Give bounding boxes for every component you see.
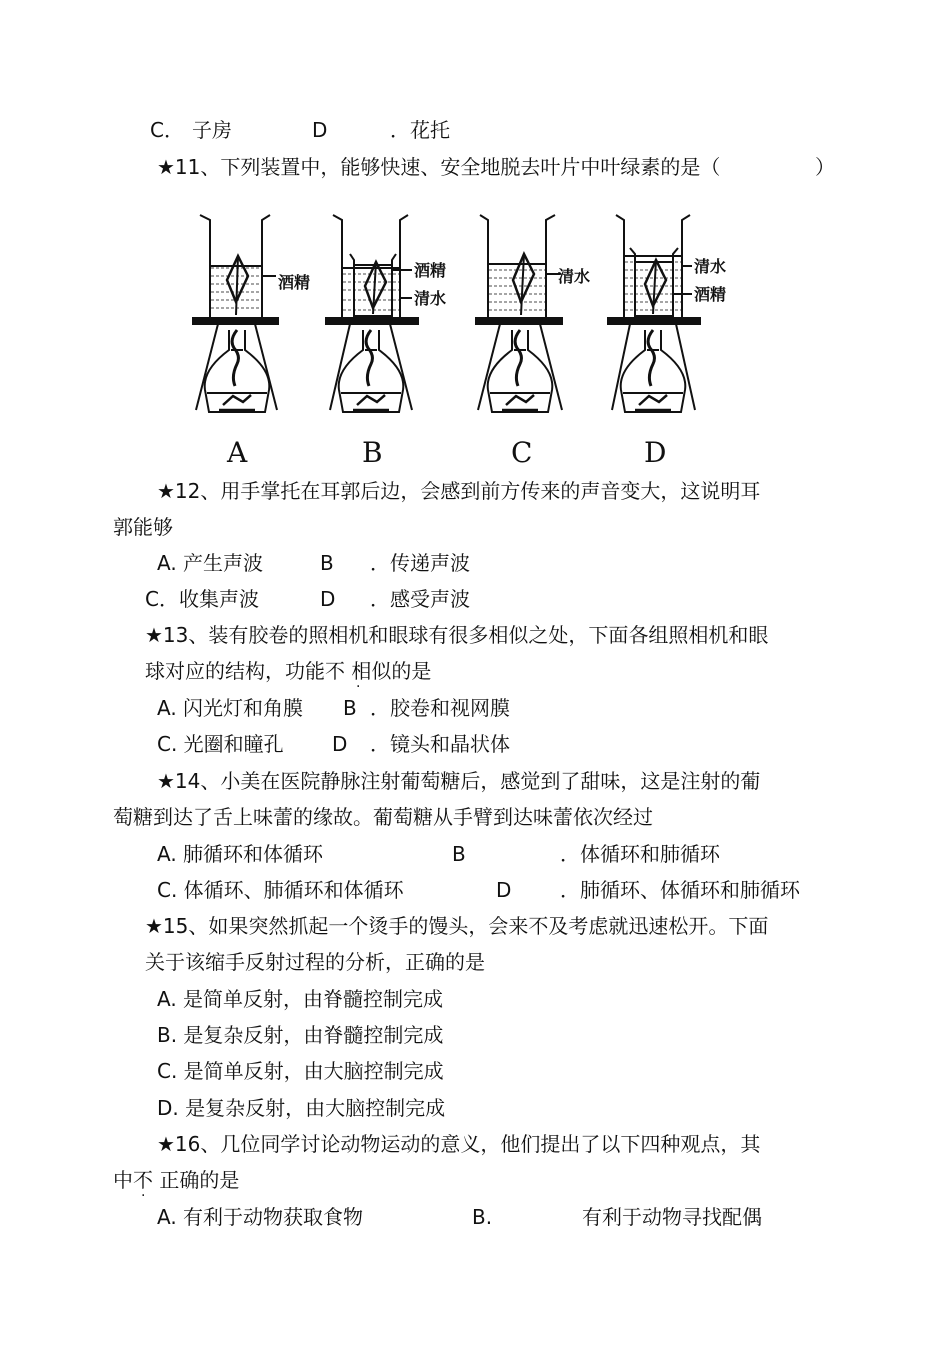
apparatus-c [476,215,562,412]
apparatus-d [608,215,700,412]
fig-d-letter: D [644,436,667,469]
q13-option-d: ．镜头和晶状体 [370,732,510,756]
q14-option-a: A. 肺循环和体循环 [157,842,324,866]
q11-stem: ★11、下列装置中，能够快速、安全地脱去叶片中叶绿素的是（ [157,155,721,179]
fig-c-letter: C [511,436,533,469]
fig-a-letter: A [227,436,248,469]
apparatus-a [193,215,278,412]
q13-option-a: A. 闪光灯和角膜 [157,696,304,720]
q16-option-b-letter: B. [472,1205,493,1229]
q16-stem-line2: 中不 正确的是 [113,1168,240,1192]
q16-option-a: A. 有利于动物获取食物 [157,1205,364,1229]
fig-b-label-inner: 酒精 [414,261,447,280]
fig-a-label: 酒精 [278,273,311,292]
q12-stem-line2: 郭能够 [113,515,173,539]
fig-d-label-outer: 酒精 [694,285,727,304]
q16-option-b: 有利于动物寻找配偶 [582,1205,762,1229]
q12-option-b: ．传递声波 [370,551,470,575]
fig-b-label-outer: 清水 [414,289,447,308]
q11-close-paren: ） [815,155,835,179]
option-c-text: 子房 [192,118,232,142]
q15-option-b: B. 是复杂反射，由脊髓控制完成 [157,1023,444,1047]
q14-option-b-letter: B [452,842,466,866]
q15-option-d: D. 是复杂反射，由大脑控制完成 [157,1096,446,1120]
q13-stem-line2: 球对应的结构，功能不 相似的是 [145,659,432,683]
q12-option-b-letter: B [320,551,334,575]
q15-stem-line2: 关于该缩手反射过程的分析，正确的是 [145,950,485,974]
emphasis-dot: · [141,1188,146,1204]
apparatus-b [326,215,418,412]
option-d-text: ．花托 [390,118,450,142]
q14-option-c: C. 体循环、肺循环和体循环 [157,878,404,902]
q12-option-d-letter: D [320,587,336,611]
alcohol-decolor-figure [0,190,950,480]
option-c: C． [150,118,184,142]
q14-option-b: ．体循环和肺循环 [560,842,720,866]
q15-option-a: A. 是简单反射，由脊髓控制完成 [157,987,444,1011]
fig-b-letter: B [362,436,383,469]
emphasis-dot: · [356,679,361,695]
q12-option-d: ．感受声波 [370,587,470,611]
q13-option-c: C. 光圈和瞳孔 [157,732,284,756]
q14-stem-line2: 萄糖到达了舌上味蕾的缘故。葡萄糖从手臂到达味蕾依次经过 [113,805,653,829]
q13-option-b: ．胶卷和视网膜 [370,696,510,720]
q15-stem-line1: ★15、如果突然抓起一个烫手的馒头，会来不及考虑就迅速松开。下面 [145,914,769,938]
fig-d-label-inner: 清水 [694,257,727,276]
option-d-letter: D [312,118,328,142]
q16-stem-line1: ★16、几位同学讨论动物运动的意义，他们提出了以下四种观点，其 [157,1132,761,1156]
q13-option-d-letter: D [332,732,348,756]
fig-c-label: 清水 [558,267,591,286]
q13-stem-line1: ★13、装有胶卷的照相机和眼球有很多相似之处，下面各组照相机和眼 [145,623,769,647]
q12-option-a: A. 产生声波 [157,551,264,575]
q13-option-b-letter: B [343,696,357,720]
q15-option-c: C. 是简单反射，由大脑控制完成 [157,1059,444,1083]
q14-option-d-letter: D [496,878,512,902]
q14-stem-line1: ★14、小美在医院静脉注射葡萄糖后，感觉到了甜味，这是注射的葡 [157,769,761,793]
q12-option-c: C．收集声波 [145,587,259,611]
q14-option-d: ．肺循环、体循环和肺循环 [560,878,800,902]
q12-stem-line1: ★12、用手掌托在耳郭后边，会感到前方传来的声音变大，这说明耳 [157,479,761,503]
